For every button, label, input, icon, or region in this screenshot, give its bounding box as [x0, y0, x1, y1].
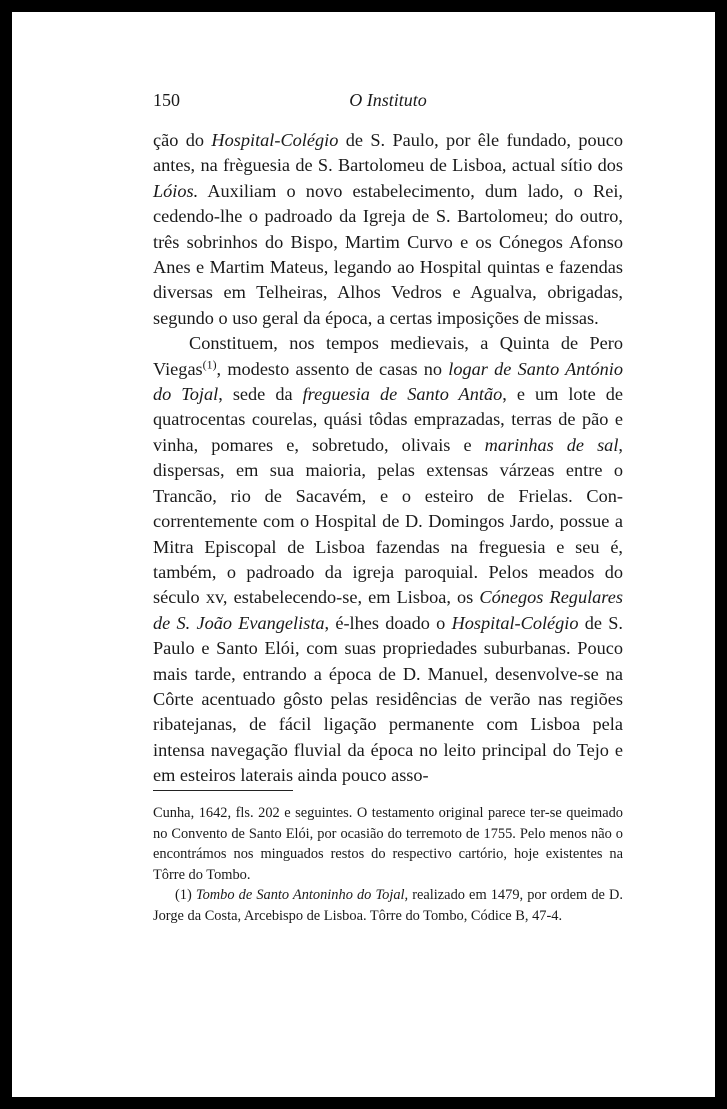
footnote-reference: (1) — [202, 357, 217, 372]
italic-term: Hospital-Colégio — [451, 612, 579, 633]
text-run: de S. Paulo e Santo Elói, com suas propriedades suburbanas. Pouco mais tarde, entrando a época de D. Manuel, desenvolve-se na Côrte acentuado gôsto pelas residências de verão nas regiões ribatejanas, de fácil ligação permanente com Lisboa pela intensa navegação fluvial da época no leito principal do Tejo e em esteiros laterais ainda pouco asso- — [153, 612, 623, 786]
footnote-marker: (1) — [175, 887, 192, 904]
italic-term: logar de Santo António do Tojal — [153, 358, 623, 405]
paragraph-2 — [153, 331, 623, 788]
italic-term: marinhas de sal — [484, 434, 619, 455]
italic-term: Hospital-Colégio — [211, 130, 339, 150]
footnotes — [153, 803, 623, 927]
italic-term: freguesia de Santo Antão — [302, 384, 503, 405]
book-page — [12, 12, 715, 1097]
text-run: , e um lote de quatrocentas courelas, quási tôdas emprazadas, terras de pão e vinha, pomares e, sobretudo, olivais e — [153, 384, 624, 455]
text-run: ção do — [153, 130, 212, 150]
italic-term: Cónegos Regulares de S. João Evangelista — [153, 587, 623, 633]
footnote-1 — [153, 885, 623, 926]
footnote-continued: Cunha, 1642, fls. 202 e seguintes. O testamento original parece ter-se queimado no Convento de Santo Elói, por ocasião do terremoto de 1755. Pelo menos não o encontrámos nos minguados restos do respectivo cartório, hoje existentes na Tôrre do Tombo. — [153, 805, 623, 883]
text-run: , modesto assento de casas no — [216, 358, 449, 379]
paragraph-1 — [153, 128, 623, 331]
body-text — [153, 128, 623, 789]
italic-term: Lóios. — [153, 180, 199, 201]
text-run: Constituem, nos tempos medievais, a Quinta de Pero Viegas — [153, 333, 623, 379]
running-title: O Instituto — [349, 90, 427, 110]
text-run: , sede da — [218, 384, 303, 405]
footnote-title: Tombo de Santo Antoninho do Tojal, — [195, 887, 409, 904]
text-run: , é-lhes doado o — [324, 612, 452, 633]
footnote-divider — [153, 790, 293, 791]
text-run: Auxiliam o novo estabelecimento, dum lado, o Rei, cedendo-lhe o padroado da Igreja de S. Bartolomeu; do outro, três sobrinhos do Bispo, Martim Curvo e os Cónegos Afonso Anes e Martim Mateus, legando ao Hospital quintas e fazendas diversas em Telheiras, Alhos Vedros e Agualva, obrigadas, segundo o uso geral da época, a certas imposições de missas. — [153, 180, 623, 328]
page-number: 150 — [153, 90, 180, 110]
text-run: , dispersas, em sua maioria, pelas extensas várzeas entre o Trancão, rio de Sacavém, e o esteiro de Frielas. Concorrentemente com o Hospital de D. Domingos Jardo, possue a Mitra Episcopal de Lisboa fazendas na freguesia e seu é, também, o padroado da igreja paroquial. Pelos meados do século xv, estabelecendo-se, em Lisboa, os — [153, 434, 623, 608]
footnote-text: realizado em 1479, por ordem de D. Jorge da Costa, Arcebispo de Lisboa. Tôrre do Tombo, Códice B, 47-4. — [153, 887, 624, 924]
text-run: de S. Paulo, por êle fundado, pouco antes, na frèguesia de S. Bartolomeu de Lisboa, actual sítio dos — [153, 130, 623, 176]
page-header — [153, 90, 623, 114]
